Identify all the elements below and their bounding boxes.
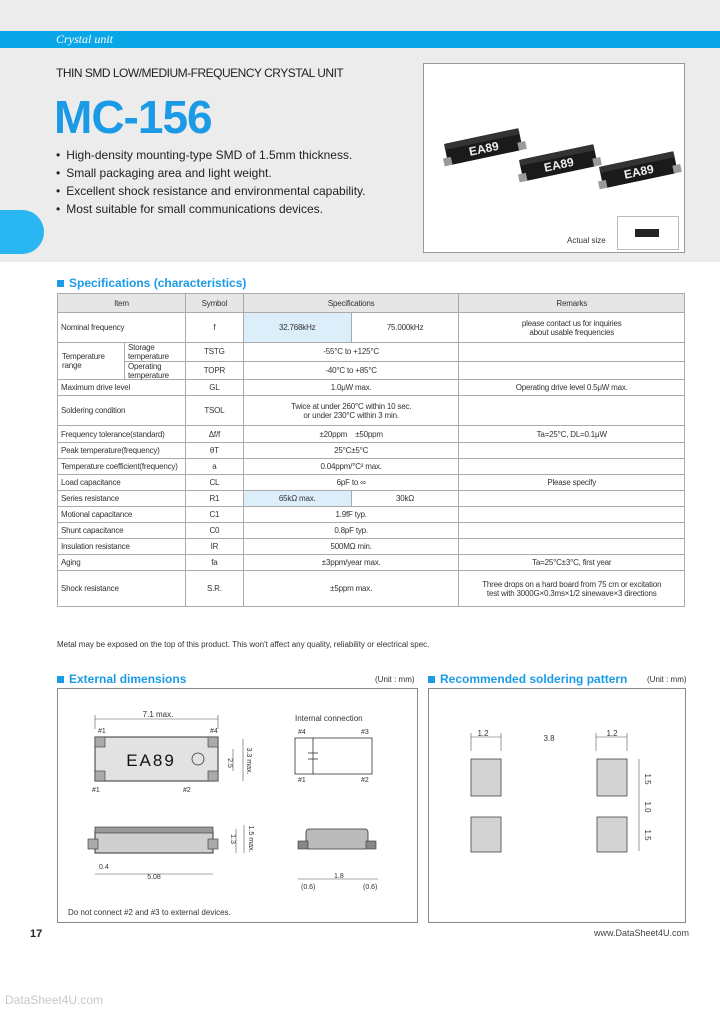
spec-table xyxy=(57,293,685,607)
svg-text:3.8: 3.8 xyxy=(543,734,555,743)
col-item: Item xyxy=(58,294,186,313)
feature-item: • High-density mounting-type SMD of 1.5mm thickness. xyxy=(56,146,365,164)
svg-text:EA89: EA89 xyxy=(622,161,656,182)
table-row: Temperature coefficient(frequency) a 0.04ppm/°C² max. xyxy=(58,459,685,475)
table-row: Motional capacitance C1 1.9fF typ. xyxy=(58,507,685,523)
svg-text:#1: #1 xyxy=(92,787,100,794)
table-row: Load capacitance CL 6pF to ∞ Please specify xyxy=(58,475,685,491)
category-label: Crystal unit xyxy=(56,32,114,46)
site-link[interactable]: www.DataSheet4U.com xyxy=(594,928,690,938)
feature-item: • Excellent shock resistance and environmental capability. xyxy=(56,182,365,200)
svg-text:EA89: EA89 xyxy=(467,138,501,159)
svg-text:EA89: EA89 xyxy=(542,154,576,175)
watermark: DataSheet4U.com xyxy=(5,993,104,1007)
svg-text:#1: #1 xyxy=(98,728,106,735)
svg-text:#4: #4 xyxy=(298,729,306,736)
table-row: Shunt capacitance C0 0.8pF typ. xyxy=(58,523,685,539)
svg-text:1.8: 1.8 xyxy=(334,873,344,880)
svg-text:1.0: 1.0 xyxy=(643,801,652,813)
svg-text:0.4: 0.4 xyxy=(99,864,109,871)
table-row: Maximum drive level GL 1.0μW max. Operating drive level 0.5μW max. xyxy=(58,380,685,396)
table-header-row xyxy=(58,294,685,313)
footnote: Metal may be exposed on the top of this product. This won't affect any quality, reliability or electrical spec. xyxy=(57,640,430,649)
table-row: Frequency tolerance(standard) Δf/f ±20ppm ±50ppm Ta=25°C, DL=0.1μW xyxy=(58,426,685,443)
svg-text:1.2: 1.2 xyxy=(477,729,489,738)
svg-text:3.3 max.: 3.3 max. xyxy=(245,747,252,775)
svg-text:1.5: 1.5 xyxy=(643,829,652,841)
svg-text:(0.6): (0.6) xyxy=(363,884,378,891)
solder-panel xyxy=(428,688,686,923)
svg-text:#2: #2 xyxy=(361,777,369,784)
ext-dims-heading xyxy=(57,672,186,686)
table-row: Series resistance R1 65kΩ max. 30kΩ xyxy=(58,491,685,507)
actual-size-label: Actual size xyxy=(567,236,606,245)
specs-heading xyxy=(57,276,246,290)
table-row: Soldering condition TSOL Twice at under 260°C within 10 sec. or under 230°C within 3 min. xyxy=(58,396,685,426)
square-bullet-icon xyxy=(57,280,64,287)
svg-text:#1: #1 xyxy=(298,777,306,784)
ext-dims-drawing xyxy=(58,689,417,922)
col-remarks: Remarks xyxy=(459,294,685,313)
svg-text:#2: #2 xyxy=(183,787,191,794)
svg-text:(0.6): (0.6) xyxy=(301,884,316,891)
product-subtitle: THIN SMD LOW/MEDIUM-FREQUENCY CRYSTAL UNIT xyxy=(56,66,344,80)
table-row: Shock resistance S.R. ±5ppm max. Three drops on a hard board from 75 cm or excitation test with 3000G×0.3ms×1/2 sinewave×3 directions xyxy=(58,571,685,607)
table-row: Peak temperature(frequency) θT 25°C±5°C xyxy=(58,443,685,459)
solder-heading xyxy=(428,672,627,686)
feature-item: • Most suitable for small communications devices. xyxy=(56,200,365,218)
square-bullet-icon xyxy=(428,676,435,683)
ext-dims-unit: (Unit : mm) xyxy=(375,675,415,684)
col-specifications: Specifications xyxy=(243,294,459,313)
svg-text:2.5: 2.5 xyxy=(226,758,233,768)
specs-heading-text: Specifications (characteristics) xyxy=(69,276,247,290)
ext-dims-panel xyxy=(57,688,418,923)
section-tab xyxy=(0,210,44,254)
solder-unit: (Unit : mm) xyxy=(647,675,687,684)
svg-text:7.1 max.: 7.1 max. xyxy=(142,710,174,719)
solder-drawing xyxy=(429,689,685,922)
table-row: TOPR -40°C to +85°C xyxy=(58,361,685,380)
connection-note: Do not connect #2 and #3 to external devices. xyxy=(68,908,231,917)
table-row: Aging fa ±3ppm/year max. Ta=25°C±3°C, first year xyxy=(58,555,685,571)
svg-text:EA89: EA89 xyxy=(126,751,176,770)
square-bullet-icon xyxy=(57,676,64,683)
table-row: Temperature range Storage temperature Operating temperature TSTG -55°C to +125°C xyxy=(58,343,685,362)
col-symbol: Symbol xyxy=(185,294,243,313)
page-number: 17 xyxy=(30,928,43,940)
svg-text:1.5 max.: 1.5 max. xyxy=(247,825,254,853)
svg-text:#3: #3 xyxy=(361,729,369,736)
actual-size-box xyxy=(617,216,679,250)
svg-text:1.3: 1.3 xyxy=(229,834,236,844)
svg-text:Internal connection: Internal connection xyxy=(295,714,363,723)
table-row: Nominal frequency f 32.768kHz 75.000kHz please contact us for inquiries about usable frequencies xyxy=(58,313,685,343)
model-title: MC-156 xyxy=(54,91,212,143)
ext-dims-heading-text: External dimensions xyxy=(69,672,187,686)
svg-text:1.5: 1.5 xyxy=(643,773,652,785)
svg-text:#4: #4 xyxy=(210,728,218,735)
svg-text:5.08: 5.08 xyxy=(147,874,161,881)
feature-item: • Small packaging area and light weight. xyxy=(56,164,365,182)
table-row: Insulation resistance IR 500MΩ min. xyxy=(58,539,685,555)
solder-heading-text: Recommended soldering pattern xyxy=(440,672,628,686)
svg-text:1.2: 1.2 xyxy=(606,729,618,738)
feature-list xyxy=(56,146,365,218)
